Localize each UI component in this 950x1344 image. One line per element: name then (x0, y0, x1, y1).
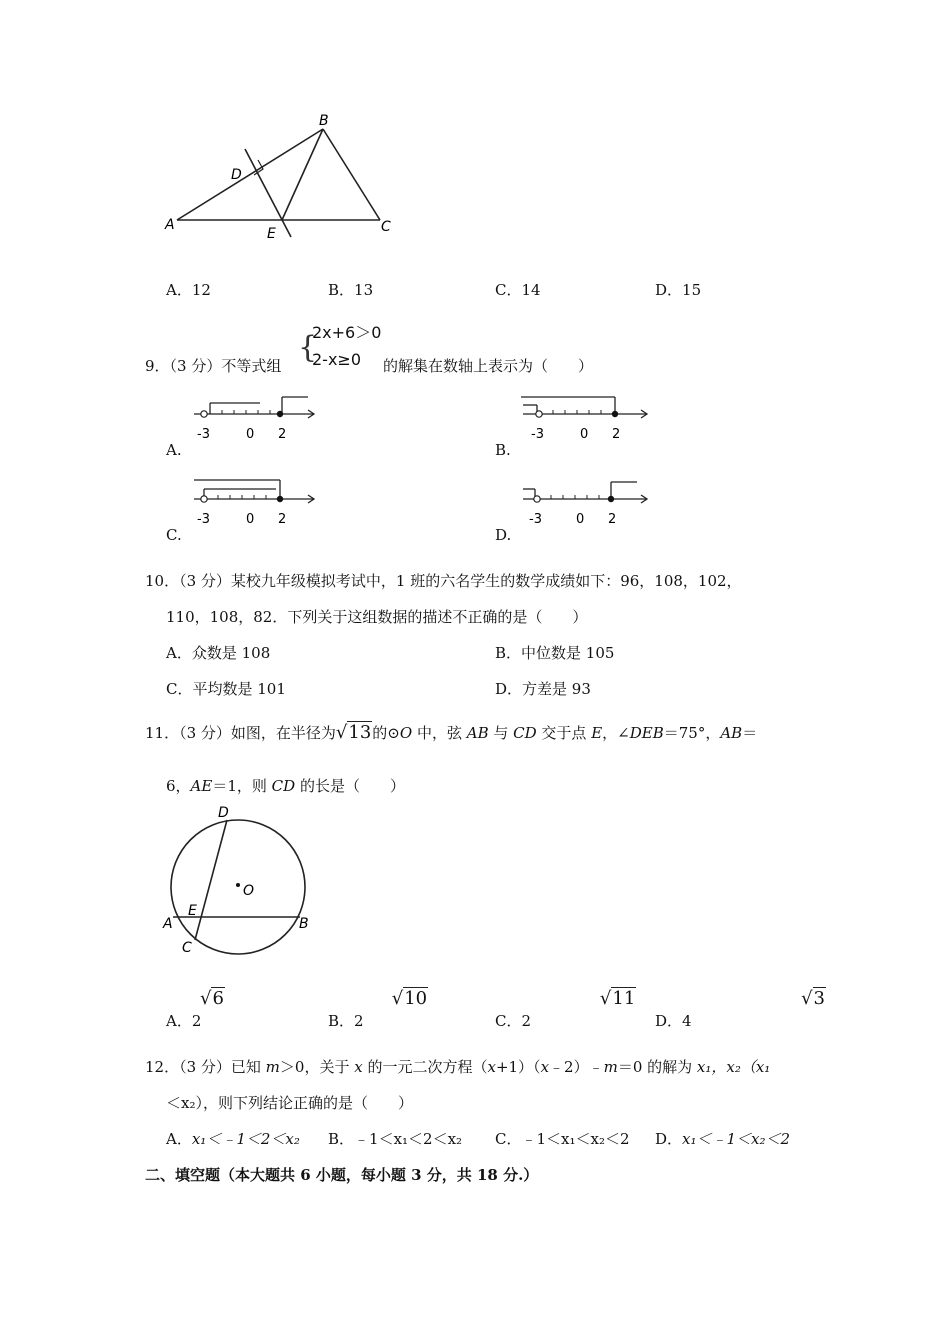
q9-option-d[interactable]: D. (495, 526, 512, 544)
q11-option-b[interactable]: B．2 (328, 1012, 364, 1030)
q12-option-c[interactable]: C．﹣1＜x₁＜x₂＜2 (495, 1130, 630, 1148)
q8-option-d[interactable]: D．15 (655, 281, 702, 299)
svg-text:0: 0 (580, 427, 589, 442)
svg-text:-3: -3 (529, 512, 542, 527)
q10-option-d[interactable]: D．方差是 93 (495, 680, 591, 698)
sqrt-3: √3 (801, 988, 825, 1009)
q12-line2: ＜x₂），则下列结论正确的是（ ） (166, 1094, 413, 1112)
svg-text:E: E (188, 903, 197, 919)
center-point (236, 883, 240, 887)
q12-option-a[interactable]: A．x₁＜﹣1＜2＜x₂ (166, 1130, 300, 1148)
segment-BC (323, 129, 380, 220)
q10-option-a[interactable]: A．众数是 108 (166, 644, 271, 662)
q8-option-a[interactable]: A．12 (166, 281, 211, 299)
q11-option-a[interactable]: A．2 (166, 1012, 202, 1030)
q9-option-c[interactable]: C. (166, 526, 182, 544)
inequality-2: 2-x≥0 (312, 350, 362, 369)
chord-CD (195, 820, 227, 940)
sqrt-13: √13 (335, 722, 372, 743)
svg-text:C: C (182, 940, 192, 956)
svg-text:-3: -3 (197, 427, 210, 442)
q10-option-b[interactable]: B．中位数是 105 (495, 644, 615, 662)
section-2-title: 二、填空题（本大题共 6 小题，每小题 3 分，共 18 分.） (145, 1166, 539, 1184)
svg-text:2: 2 (278, 427, 287, 442)
q9-option-b[interactable]: B. (495, 441, 511, 459)
q11-option-c[interactable]: C．2 (495, 1012, 532, 1030)
sqrt-6: √6 (200, 988, 224, 1009)
q11-line2: 6，AE＝1，则 CD 的长是（ ） (166, 777, 405, 795)
svg-text:0: 0 (246, 427, 255, 442)
q12-option-d[interactable]: D．x₁＜﹣1＜x₂＜2 (655, 1130, 791, 1148)
svg-text:0: 0 (576, 512, 585, 527)
svg-text:A: A (163, 916, 173, 932)
svg-text:0: 0 (246, 512, 255, 527)
number-line-c (190, 476, 330, 528)
label-A: A (165, 217, 175, 233)
label-D: D (231, 167, 242, 183)
sqrt-10: √10 (391, 988, 428, 1009)
label-E: E (267, 226, 276, 242)
label-B: B (319, 113, 329, 129)
q12-line1: 12．（3 分）已知 m＞0，关于 x 的一元二次方程（x+1）（x﹣2）﹣m＝0 的解为 x₁，x₂（x₁ (145, 1058, 771, 1076)
q9-stem: 9．（3 分）不等式组 (145, 357, 282, 375)
svg-text:-3: -3 (197, 512, 210, 527)
q9-option-a[interactable]: A. (166, 441, 182, 459)
perpendicular-line (245, 149, 291, 237)
number-line-b (519, 392, 659, 444)
brace-icon: { (298, 330, 318, 365)
svg-text:2: 2 (612, 427, 621, 442)
svg-text:O: O (243, 883, 255, 899)
sqrt-11: √11 (599, 988, 636, 1009)
q10-line1: 10．（3 分）某校九年级模拟考试中，1 班的六名学生的数学成绩如下：96，108，102， (145, 572, 742, 590)
q12-option-b[interactable]: B．﹣1＜x₁＜2＜x₂ (328, 1130, 463, 1148)
svg-text:2: 2 (608, 512, 617, 527)
q10-option-c[interactable]: C．平均数是 101 (166, 680, 286, 698)
number-line-a (190, 392, 330, 444)
svg-text:B: B (299, 916, 309, 932)
triangle-figure (155, 105, 415, 245)
circle-figure (160, 800, 325, 960)
svg-text:2: 2 (278, 512, 287, 527)
q8-option-b[interactable]: B．13 (328, 281, 374, 299)
svg-text:-3: -3 (531, 427, 544, 442)
number-line-d (519, 476, 659, 528)
label-C: C (381, 219, 391, 235)
q9-suffix: 的解集在数轴上表示为（ ） (383, 357, 594, 375)
svg-text:D: D (218, 805, 229, 821)
segment-AB (177, 129, 323, 220)
q10-line2: 110，108，82．下列关于这组数据的描述不正确的是（ ） (166, 608, 588, 626)
q8-option-c[interactable]: C．14 (495, 281, 541, 299)
q11-option-d[interactable]: D．4 (655, 1012, 692, 1030)
q11-line1: 11．（3 分）如图，在半径为√13的⊙O 中，弦 AB 与 CD 交于点 E，∠DEB＝75°，AB＝ (145, 722, 758, 743)
inequality-1: 2x+6＞0 (312, 323, 382, 342)
